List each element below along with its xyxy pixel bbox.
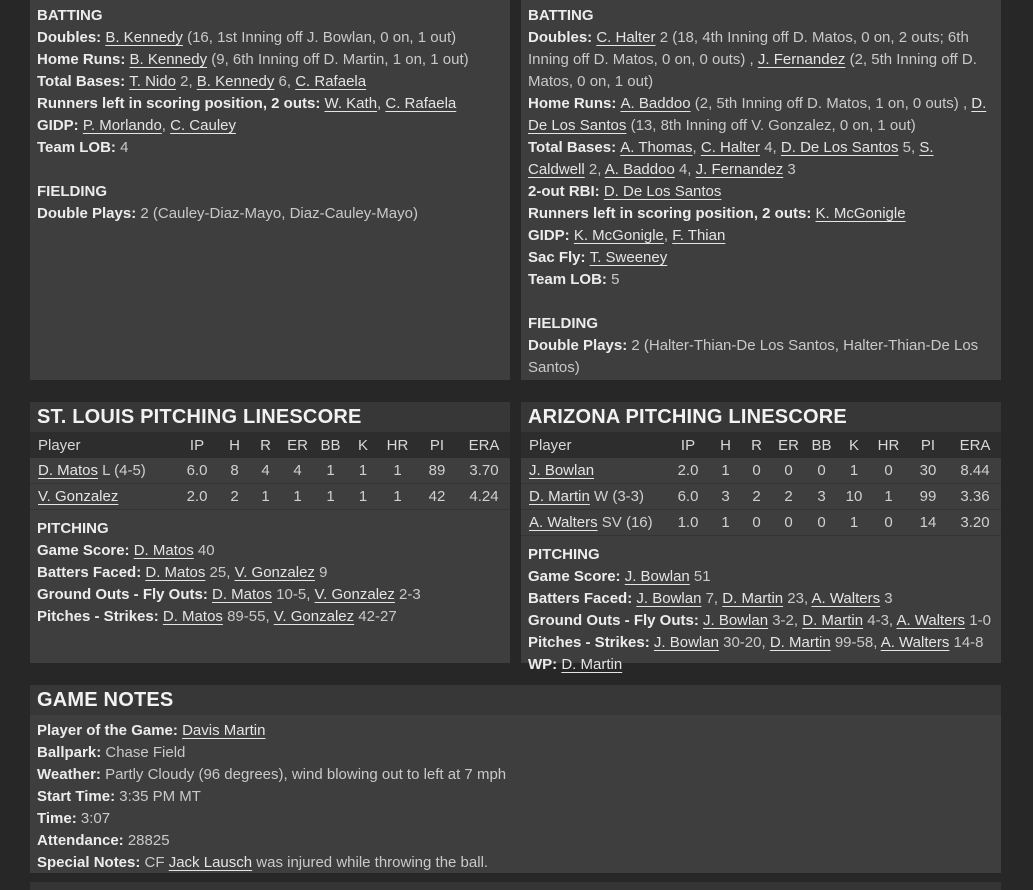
- player-link[interactable]: C. Cauley: [170, 117, 236, 134]
- player-link[interactable]: C. Halter: [596, 29, 656, 46]
- stat-value: 2 (Cauley-Diaz-Mayo, Diaz-Cauley-Mayo): [140, 205, 418, 222]
- stat-line: [528, 588, 994, 610]
- player-link[interactable]: D. Martin: [722, 590, 784, 607]
- stat-cell: 99: [907, 484, 949, 510]
- stat-value: 3:07: [80, 810, 111, 827]
- stat-value: 23,: [783, 590, 812, 607]
- stat-cell: 10: [838, 484, 870, 510]
- player-link[interactable]: D. De Los Santos: [528, 95, 987, 134]
- away-pitching-details: [30, 510, 510, 628]
- player-link[interactable]: A. Walters: [880, 634, 950, 651]
- stat-cell: 1: [379, 484, 416, 510]
- pitcher-row: [30, 458, 510, 484]
- stat-value: was injured while throwing the ball.: [252, 854, 489, 871]
- stat-value: SV (16): [597, 514, 653, 531]
- stat-line: [37, 606, 503, 628]
- stat-label: Player of the Game:: [37, 722, 183, 739]
- stat-cell: 0: [805, 458, 838, 484]
- stat-label: Ballpark:: [37, 744, 106, 761]
- stat-cell: 1: [347, 484, 379, 510]
- pitcher-cell: [521, 484, 666, 510]
- stat-cell: 3.20: [949, 510, 1001, 536]
- stat-value: 3-2,: [768, 612, 803, 629]
- section-heading: PITCHING: [528, 546, 600, 563]
- stat-value: 6,: [274, 73, 296, 90]
- stat-line: [528, 93, 994, 137]
- stat-value: 42-27: [354, 608, 397, 625]
- batting-row: [30, 0, 1001, 380]
- linescore-header-row: [30, 432, 510, 458]
- stat-label: Home Runs:: [528, 95, 621, 112]
- player-link[interactable]: V. Gonzalez: [314, 586, 395, 603]
- stat-label: Pitches - Strikes:: [37, 608, 163, 625]
- stat-value: ,: [663, 227, 673, 244]
- player-link[interactable]: B. Kennedy: [129, 51, 208, 68]
- stat-cell: 8.44: [949, 458, 1001, 484]
- player-link[interactable]: D. De Los Santos: [603, 183, 722, 200]
- pitcher-cell: [521, 510, 666, 536]
- stat-cell: 42: [416, 484, 458, 510]
- stat-cell: 2: [741, 484, 772, 510]
- player-link[interactable]: T. Nido: [129, 73, 176, 90]
- player-link[interactable]: D. Matos: [145, 564, 206, 581]
- stat-label: GIDP:: [37, 117, 83, 134]
- stat-cell: 3: [710, 484, 741, 510]
- col-header: ER: [778, 436, 799, 454]
- section-heading: FIELDING: [528, 315, 598, 332]
- player-link[interactable]: D. De Los Santos: [780, 139, 899, 156]
- stat-label: Batters Faced:: [528, 590, 637, 607]
- stat-label: Attendance:: [37, 832, 128, 849]
- player-link[interactable]: T. Sweeney: [589, 249, 668, 266]
- stat-value: 99-58,: [830, 634, 881, 651]
- stat-value: 51: [689, 568, 711, 585]
- stat-cell: 8: [219, 458, 250, 484]
- stat-line: [528, 225, 994, 247]
- stat-cell: 89: [416, 458, 458, 484]
- player-link[interactable]: A. Walters: [811, 590, 881, 607]
- stat-label: Runners left in scoring position, 2 outs:: [37, 95, 325, 112]
- stat-label: Sac Fly:: [528, 249, 590, 266]
- col-header: Player: [38, 436, 81, 454]
- stat-cell: 2.0: [175, 484, 219, 510]
- col-header: HR: [386, 436, 409, 454]
- stat-cell: 0: [772, 458, 805, 484]
- stat-cell: 1: [838, 458, 870, 484]
- player-link[interactable]: S. Caldwell: [528, 139, 934, 178]
- player-link[interactable]: W. Kath: [324, 95, 378, 112]
- stat-cell: 2: [219, 484, 250, 510]
- next-section-strip: [30, 882, 1001, 890]
- stat-cell: 1: [314, 458, 347, 484]
- linescore-header-row: [521, 432, 1001, 458]
- player-link[interactable]: D. Matos: [133, 542, 194, 559]
- col-header: R: [751, 436, 762, 454]
- stat-line: [37, 562, 503, 584]
- section-heading: BATTING: [528, 7, 594, 24]
- stat-label: Runners left in scoring position, 2 outs:: [528, 205, 816, 222]
- stat-line: [528, 27, 994, 93]
- stat-cell: 1: [250, 484, 281, 510]
- stat-cell: 1: [838, 510, 870, 536]
- col-header: H: [720, 436, 731, 454]
- player-link[interactable]: J. Fernandez: [695, 161, 784, 178]
- stat-cell: 6.0: [175, 458, 219, 484]
- pitcher-row: [521, 484, 1001, 510]
- player-link[interactable]: B. Kennedy: [105, 29, 183, 46]
- stat-label: Game Score:: [528, 568, 625, 585]
- stat-value: 4-3,: [863, 612, 897, 629]
- pitcher-cell: [30, 458, 175, 484]
- col-header: PI: [920, 436, 936, 454]
- stat-value: 25,: [205, 564, 235, 581]
- stat-cell: 0: [741, 510, 772, 536]
- player-link[interactable]: D. Martin: [529, 488, 590, 505]
- stat-label: Double Plays:: [528, 337, 632, 354]
- stat-value: 14-8: [949, 634, 984, 651]
- stat-value: 4,: [674, 161, 696, 178]
- player-link[interactable]: D. Matos: [38, 462, 99, 479]
- stat-line: [528, 335, 994, 379]
- stat-value: 1-0: [965, 612, 991, 629]
- player-link[interactable]: J. Bowlan: [703, 612, 769, 629]
- col-header: K: [848, 436, 859, 454]
- stat-cell: 0: [870, 510, 907, 536]
- stat-label: Ground Outs - Fly Outs:: [528, 612, 703, 629]
- stat-cell: 14: [907, 510, 949, 536]
- player-link[interactable]: C. Rafaela: [295, 73, 367, 90]
- stat-label: Team LOB:: [37, 139, 121, 156]
- stat-value: 2 (Halter-Thian-De Los Santos, Halter-Thian-De Los Santos): [528, 337, 979, 376]
- home-pitching-panel: [521, 402, 1001, 673]
- stat-line: [37, 27, 503, 49]
- stat-cell: 2.0: [666, 458, 710, 484]
- stat-value: CF: [144, 854, 169, 871]
- section-heading: FIELDING: [37, 183, 107, 200]
- player-link[interactable]: Jack Lausch: [168, 854, 253, 871]
- player-link[interactable]: K. McGonigle: [815, 205, 906, 222]
- player-link[interactable]: C. Halter: [700, 139, 761, 156]
- stat-value: Partly Cloudy (96 degrees), wind blowing out to left at 7 mph: [105, 766, 507, 783]
- col-header: HR: [877, 436, 900, 454]
- home-linescore-title: ARIZONA PITCHING LINESCORE: [521, 402, 1001, 432]
- stat-value: 2-3: [394, 586, 421, 603]
- stat-cell: 1: [314, 484, 347, 510]
- stat-cell: 4.24: [458, 484, 510, 510]
- stat-value: W (3-3): [589, 488, 645, 505]
- player-link[interactable]: A. Baddoo: [620, 95, 691, 112]
- stat-line: [528, 269, 994, 291]
- col-header: ER: [287, 436, 308, 454]
- stat-cell: 0: [870, 458, 907, 484]
- stat-value: (2, 5th Inning off D. Matos, 0 on, 1 out): [528, 51, 977, 90]
- player-link[interactable]: J. Bowlan: [636, 590, 702, 607]
- stat-line: [37, 540, 503, 562]
- stat-value: (13, 8th Inning off V. Gonzalez, 0 on, 1 out): [626, 117, 916, 134]
- stat-line: [37, 115, 503, 137]
- col-header: IP: [680, 436, 696, 454]
- stat-line: [528, 247, 994, 269]
- player-link[interactable]: J. Bowlan: [653, 634, 719, 651]
- col-header: ERA: [959, 436, 991, 454]
- player-link[interactable]: A. Walters: [896, 612, 966, 629]
- col-header: ERA: [468, 436, 500, 454]
- stat-line: [37, 584, 503, 606]
- col-header: Player: [529, 436, 572, 454]
- stat-line: [528, 566, 994, 588]
- stat-cell: 1: [281, 484, 314, 510]
- player-link[interactable]: A. Thomas: [620, 139, 693, 156]
- stat-label: Batters Faced:: [37, 564, 146, 581]
- stat-value: L (4-5): [98, 462, 146, 479]
- player-link[interactable]: C. Rafaela: [385, 95, 457, 112]
- stat-value: Chase Field: [105, 744, 186, 761]
- game-notes-title: GAME NOTES: [30, 685, 1001, 715]
- stat-value: 89-55,: [222, 608, 274, 625]
- away-batting-panel: [30, 0, 510, 380]
- player-link[interactable]: K. McGonigle: [573, 227, 664, 244]
- stat-cell: 3.70: [458, 458, 510, 484]
- away-pitching-panel: [30, 402, 510, 663]
- stat-value: 2,: [584, 161, 605, 178]
- stat-value: 4: [120, 139, 129, 156]
- player-link[interactable]: F. Thian: [672, 227, 726, 244]
- stat-value: (9, 6th Inning off D. Martin, 1 on, 1 out): [207, 51, 469, 68]
- pitcher-cell: [521, 458, 666, 484]
- pitcher-row: [30, 484, 510, 510]
- stat-label: Pitches - Strikes:: [528, 634, 654, 651]
- player-link[interactable]: J. Bowlan: [529, 462, 595, 479]
- col-header: R: [260, 436, 271, 454]
- player-link[interactable]: J. Fernandez: [757, 51, 846, 68]
- stat-cell: 3: [805, 484, 838, 510]
- player-link[interactable]: D. Martin: [769, 634, 831, 651]
- stat-label: Double Plays:: [37, 205, 141, 222]
- stat-value: 7,: [701, 590, 723, 607]
- game-notes-body: [30, 715, 1001, 879]
- pitcher-row: [521, 458, 1001, 484]
- stat-label: Weather:: [37, 766, 106, 783]
- stat-line: [37, 852, 994, 874]
- pitching-row: [30, 402, 1001, 673]
- stat-cell: 2: [772, 484, 805, 510]
- col-header: K: [357, 436, 368, 454]
- stat-line: [528, 181, 994, 203]
- home-batting-panel: [521, 0, 1001, 380]
- stat-cell: 1: [347, 458, 379, 484]
- player-link[interactable]: V. Gonzalez: [38, 488, 119, 505]
- stat-value: ,: [377, 95, 386, 112]
- player-link[interactable]: V. Gonzalez: [234, 564, 315, 581]
- stat-value: 10-5,: [272, 586, 315, 603]
- col-header: H: [229, 436, 240, 454]
- stat-line: [37, 808, 994, 830]
- stat-cell: 0: [805, 510, 838, 536]
- stat-label: Home Runs:: [37, 51, 130, 68]
- stat-value: 5: [611, 271, 620, 288]
- stat-cell: 1: [710, 510, 741, 536]
- stat-cell: 30: [907, 458, 949, 484]
- stat-line: [528, 137, 994, 181]
- stat-line: [37, 830, 994, 852]
- stat-line: [528, 610, 994, 632]
- stat-label: Doubles:: [37, 29, 106, 46]
- stat-line: [37, 93, 503, 115]
- stat-value: 4,: [760, 139, 781, 156]
- stat-value: 3:35 PM MT: [119, 788, 201, 805]
- col-header: IP: [189, 436, 205, 454]
- player-link[interactable]: B. Kennedy: [196, 73, 275, 90]
- player-link[interactable]: J. Bowlan: [624, 568, 690, 585]
- stat-label: Game Score:: [37, 542, 134, 559]
- stat-cell: 1: [870, 484, 907, 510]
- stat-label: Total Bases:: [528, 139, 621, 156]
- stat-cell: 6.0: [666, 484, 710, 510]
- stat-value: 30-20,: [718, 634, 770, 651]
- stat-cell: 1.0: [666, 510, 710, 536]
- stat-line: [37, 786, 994, 808]
- col-header: PI: [429, 436, 445, 454]
- stat-line: [37, 71, 503, 93]
- pitcher-row: [521, 510, 1001, 536]
- away-linescore-title: ST. LOUIS PITCHING LINESCORE: [30, 402, 510, 432]
- player-link[interactable]: A. Baddoo: [604, 161, 675, 178]
- stat-label: WP:: [528, 656, 562, 673]
- stat-cell: 1: [710, 458, 741, 484]
- player-link[interactable]: D. Martin: [561, 656, 623, 673]
- stat-cell: 3.36: [949, 484, 1001, 510]
- stat-label: Total Bases:: [37, 73, 130, 90]
- stat-value: ,: [161, 117, 171, 134]
- stat-value: 28825: [127, 832, 170, 849]
- stat-line: [37, 49, 503, 71]
- stat-cell: 0: [741, 458, 772, 484]
- stat-label: Team LOB:: [528, 271, 612, 288]
- stat-line: [528, 654, 994, 676]
- pitcher-cell: [30, 484, 175, 510]
- stat-label: 2-out RBI:: [528, 183, 604, 200]
- stat-value: (16, 1st Inning off J. Bowlan, 0 on, 1 out): [182, 29, 457, 46]
- stat-label: Doubles:: [528, 29, 597, 46]
- player-link[interactable]: D. Martin: [802, 612, 864, 629]
- stat-line: [37, 203, 503, 225]
- col-header: BB: [320, 436, 341, 454]
- home-linescore-table: [521, 432, 1001, 536]
- player-link[interactable]: P. Morlando: [82, 117, 162, 134]
- stat-value: 3: [880, 590, 893, 607]
- stat-cell: 0: [772, 510, 805, 536]
- stat-line: [37, 720, 994, 742]
- player-link[interactable]: D. Matos: [162, 608, 223, 625]
- stat-label: Ground Outs - Fly Outs:: [37, 586, 212, 603]
- stat-label: GIDP:: [528, 227, 574, 244]
- section-heading: BATTING: [37, 7, 103, 24]
- stat-value: ,: [692, 139, 701, 156]
- stat-value: 3: [783, 161, 796, 178]
- player-link[interactable]: V. Gonzalez: [273, 608, 355, 625]
- stat-value: 9: [314, 564, 328, 581]
- stat-cell: 1: [379, 458, 416, 484]
- player-link[interactable]: A. Walters: [529, 514, 598, 531]
- away-linescore-table: [30, 432, 510, 510]
- stat-line: [37, 764, 994, 786]
- home-pitching-details: [521, 536, 1001, 676]
- stat-cell: 4: [250, 458, 281, 484]
- section-heading: PITCHING: [37, 520, 109, 537]
- stat-value: 2 (18, 4th Inning off D. Matos, 0 on, 2 outs; 6th Inning off D. Matos, 0 on, 0 outs) ,: [528, 29, 969, 68]
- stat-value: 40: [193, 542, 215, 559]
- col-header: BB: [811, 436, 832, 454]
- stat-line: [37, 137, 503, 159]
- stat-line: [528, 632, 994, 654]
- game-notes-panel: [30, 685, 1001, 873]
- stat-value: 5,: [898, 139, 920, 156]
- stat-label: Special Notes:: [37, 854, 145, 871]
- stat-cell: 4: [281, 458, 314, 484]
- stat-value: (2, 5th Inning off D. Matos, 1 on, 0 outs) ,: [690, 95, 972, 112]
- stat-value: 2,: [175, 73, 197, 90]
- player-link[interactable]: Davis Martin: [182, 722, 266, 739]
- player-link[interactable]: D. Matos: [212, 586, 273, 603]
- stat-label: Start Time:: [37, 788, 120, 805]
- stat-line: [37, 742, 994, 764]
- stat-line: [528, 203, 994, 225]
- stat-label: Time:: [37, 810, 81, 827]
